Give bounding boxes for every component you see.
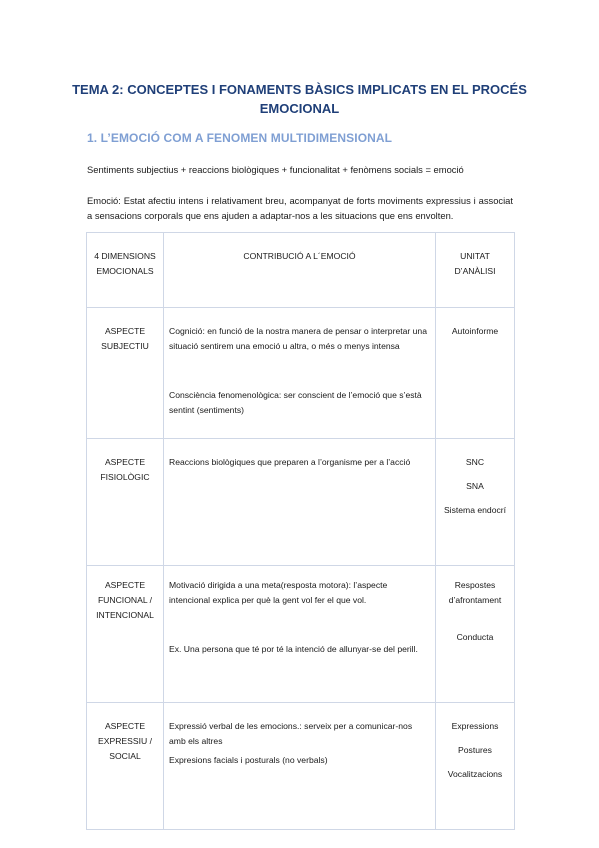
unit-text: Sistema endocrí [443, 505, 507, 515]
contribution-text: Ex. Una persona que té por té la intenció de allunyar-se del perill. [169, 644, 418, 654]
unit-text: Postures [458, 745, 492, 755]
title-line-2: EMOCIONAL [259, 101, 340, 116]
dimension-cell [87, 566, 164, 703]
unit-text: Respostes d’afrontament [448, 580, 502, 605]
dimension-label: INTENCIONAL [96, 610, 154, 620]
table-row [87, 703, 515, 830]
contribution-text: Expressió verbal de les emocions.: serveix per a comunicar-nos amb els altres [169, 721, 413, 746]
dimension-label: FUNCIONAL / [97, 595, 153, 605]
header-unit [436, 233, 515, 308]
contribution-text: Cognició: en funció de la nostra manera de pensar o interpretar una situació sentirem una emoció u altra, o més o menys intensa [169, 326, 427, 351]
contribution-cell [164, 566, 436, 703]
table-row [87, 439, 515, 566]
unit-cell [436, 703, 515, 830]
dimension-label: ASPECTE [104, 580, 146, 590]
contribution-cell [164, 703, 436, 830]
unit-text: Conducta [456, 632, 494, 642]
unit-text: SNA [466, 481, 484, 491]
formula-text: Sentiments subjectius + reaccions biològiques + funcionalitat + fenòmens socials = emoció [87, 164, 464, 175]
definition-paragraph: Emoció: Estat afectiu intens i relativament breu, acompanyat de forts moviments expressius i associat a sensacions corporals que ens ajuden a adaptar-nos a les situacions que ens envolten. [87, 195, 513, 221]
contribution-text: Consciència fenomenològica: ser conscient de l’emoció que s’està sentint (sentiments) [169, 390, 422, 415]
document-title [60, 80, 539, 118]
contribution-text: Reaccions biològiques que preparen a l’organisme per a l’acció [169, 457, 411, 467]
unit-text: Vocalitzacions [447, 769, 503, 779]
header-dimensions-line1: 4 DIMENSIONS [94, 251, 156, 261]
dimension-label: ASPECTE [104, 721, 146, 731]
table-header-row [87, 233, 515, 308]
header-dimensions [87, 233, 164, 308]
dimension-label: ASPECTE [104, 326, 146, 336]
dimension-label: SUBJECTIU [101, 341, 149, 351]
unit-cell [436, 566, 515, 703]
header-unit-line2: D’ANÀLISI [454, 266, 496, 276]
contribution-text: Expresions facials i posturals (no verbals) [169, 755, 328, 765]
table-row [87, 308, 515, 439]
unit-text: SNC [465, 457, 485, 467]
dimension-label: ASPECTE [104, 457, 146, 467]
contribution-cell [164, 308, 436, 439]
dimension-label: EXPRESSIU / [98, 736, 152, 746]
header-contribution [164, 233, 436, 308]
contribution-text: Motivació dirigida a una meta(resposta motora): l’aspecte intencional explica per què la gent vol fer el que vol. [169, 580, 388, 605]
unit-cell [436, 439, 515, 566]
dimension-label: FISIOLÒGIC [100, 472, 150, 482]
unit-text: Autoinforme [451, 326, 499, 336]
section-heading: 1. L’EMOCIÓ COM A FENOMEN MULTIDIMENSIONAL [87, 131, 393, 145]
header-unit-line1: UNITAT [460, 251, 490, 261]
header-contribution-label: CONTRIBUCIÓ A L´EMOCIÓ [243, 251, 356, 261]
dimension-label: SOCIAL [109, 751, 141, 761]
dimension-cell [87, 308, 164, 439]
dimension-cell [87, 439, 164, 566]
dimension-cell [87, 703, 164, 830]
dimensions-table [86, 232, 515, 830]
header-dimensions-line2: EMOCIONALS [96, 266, 154, 276]
contribution-cell [164, 439, 436, 566]
unit-cell [436, 308, 515, 439]
table-row [87, 566, 515, 703]
title-line-1: TEMA 2: CONCEPTES I FONAMENTS BÀSICS IMPLICATS EN EL PROCÉS [72, 82, 527, 97]
unit-text: Expressions [451, 721, 499, 731]
